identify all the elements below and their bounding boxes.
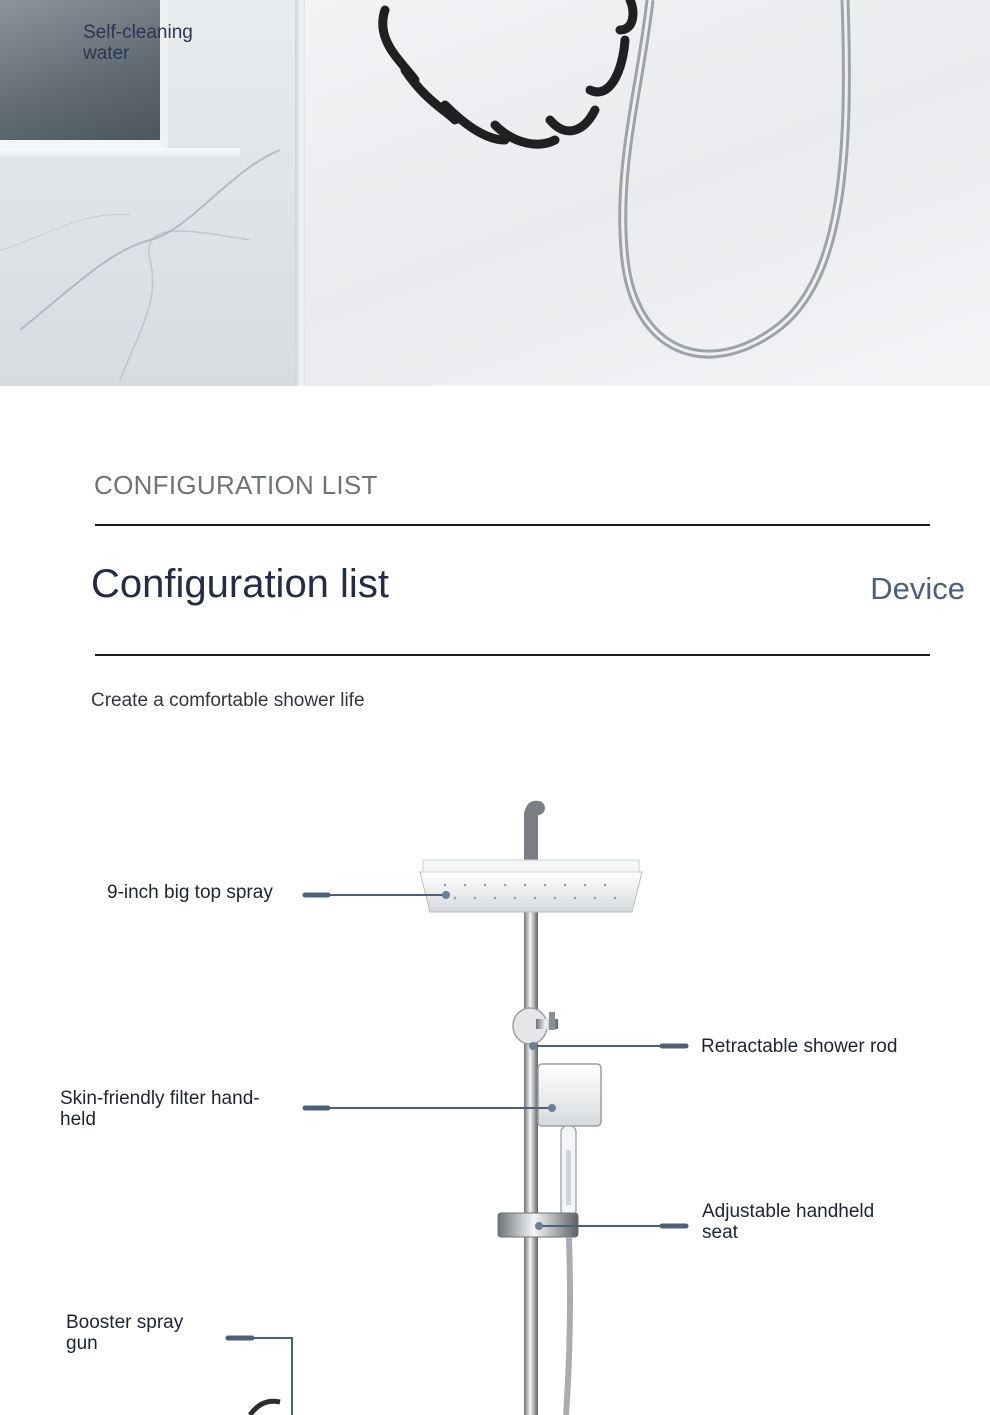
divider-top — [95, 524, 930, 526]
rod-arm — [531, 808, 538, 856]
label-shower-rod: Retractable shower rod — [701, 1036, 898, 1057]
callout-caps — [228, 895, 686, 1338]
label-handheld-seat: Adjustable handheld seat — [702, 1201, 875, 1243]
label-booster-gun: Booster spray gun — [66, 1312, 184, 1354]
handheld-shower-icon — [538, 1064, 601, 1216]
divider-bottom — [95, 654, 930, 656]
rod-clamp-icon — [513, 1008, 558, 1044]
shower-diagram — [0, 790, 990, 1415]
top-spray-head-icon — [420, 860, 642, 912]
label-top-spray: 9-inch big top spray — [107, 882, 273, 903]
metal-hose-icon — [623, 0, 847, 354]
hose — [566, 1237, 570, 1415]
booster-gun-icon — [250, 1401, 280, 1415]
label-filter-handheld: Skin-friendly filter hand-held — [60, 1088, 260, 1130]
coiled-hose-icon — [383, 0, 633, 144]
window-sill — [0, 148, 240, 160]
hero-caption: Self-cleaning water — [83, 22, 193, 64]
callout-lines — [228, 895, 686, 1415]
hero-image — [0, 0, 990, 386]
callout-dots — [442, 891, 556, 1230]
page-title: Configuration list — [91, 562, 389, 606]
device-label: Device — [870, 571, 965, 606]
section-subheading: CONFIGURATION LIST — [94, 470, 378, 500]
tagline: Create a comfortable shower life — [91, 690, 365, 711]
marble-wall-right — [305, 0, 990, 386]
